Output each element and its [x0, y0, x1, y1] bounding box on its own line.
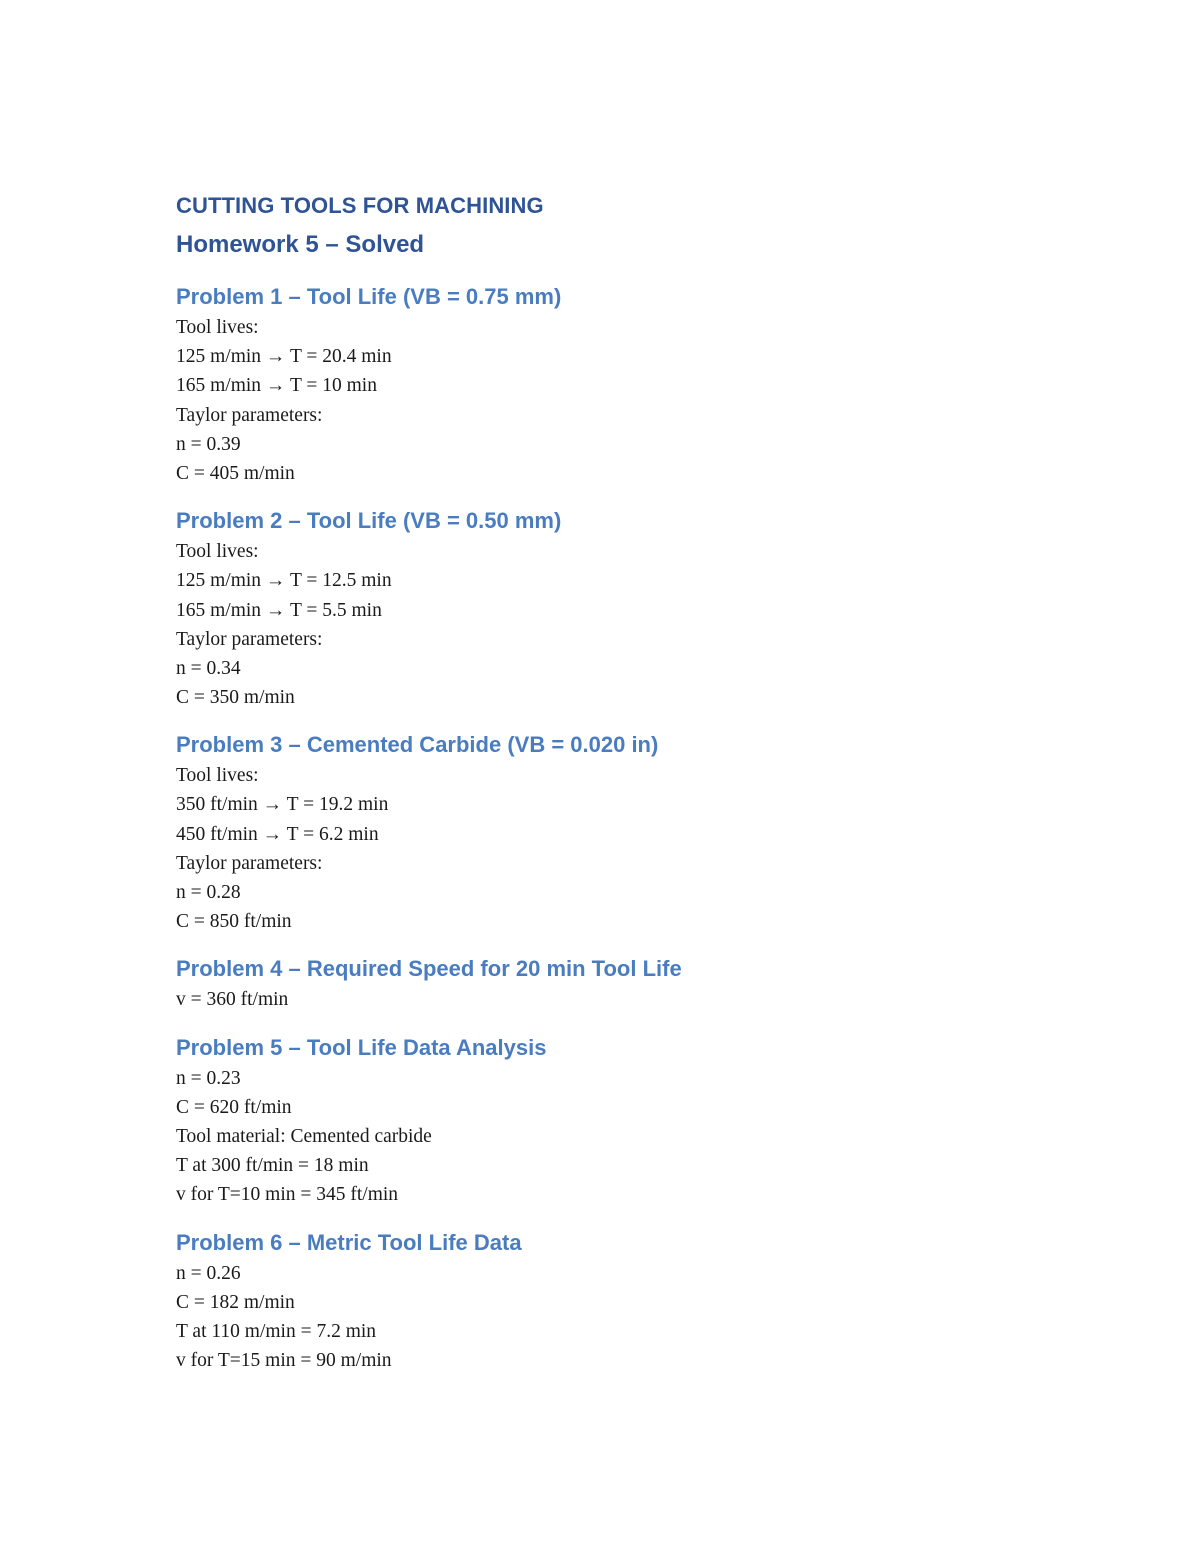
section-line: C = 405 m/min — [176, 462, 295, 484]
problem-section — [176, 953, 1076, 1014]
section-line: Tool lives: — [176, 541, 259, 563]
section-heading: Problem 5 – Tool Life Data Analysis — [176, 1034, 547, 1060]
problem-section — [176, 281, 1076, 488]
document-title: CUTTING TOOLS FOR MACHINING — [176, 193, 544, 218]
section-line: C = 850 ft/min — [176, 911, 292, 933]
section-line: 450 ft/min → T = 6.2 min — [176, 823, 379, 845]
section-line: Tool lives: — [176, 317, 259, 338]
problem-section — [176, 505, 1076, 712]
document-page — [176, 190, 1076, 1375]
section-line: Taylor parameters: — [176, 852, 323, 874]
problem-section — [176, 1032, 1076, 1210]
section-line: T at 300 ft/min = 18 min — [176, 1155, 369, 1177]
section-line: n = 0.23 — [176, 1067, 241, 1089]
section-line: v for T=15 min = 90 m/min — [176, 1350, 392, 1372]
section-heading: Problem 1 – Tool Life (VB = 0.75 mm) — [176, 284, 562, 309]
section-line: 125 m/min → T = 20.4 min — [176, 346, 392, 368]
section-heading: Problem 3 – Cemented Carbide (VB = 0.020 in) — [176, 732, 659, 758]
section-line: 350 ft/min → T = 19.2 min — [176, 794, 389, 816]
section-line: n = 0.26 — [176, 1262, 241, 1284]
section-line: v for T=10 min = 345 ft/min — [176, 1184, 399, 1206]
section-line: C = 620 ft/min — [176, 1096, 292, 1118]
section-line: Tool material: Cemented carbide — [176, 1125, 432, 1147]
section-line: Taylor parameters: — [176, 628, 323, 650]
section-line: T at 110 m/min = 7.2 min — [176, 1320, 377, 1342]
problem-section — [176, 1227, 1076, 1376]
section-heading: Problem 4 – Required Speed for 20 min Tool Life — [176, 956, 682, 982]
section-heading: Problem 6 – Metric Tool Life Data — [176, 1229, 522, 1255]
section-line: C = 350 m/min — [176, 687, 295, 709]
document-subtitle: Homework 5 – Solved — [176, 231, 425, 258]
section-heading: Problem 2 – Tool Life (VB = 0.50 mm) — [176, 508, 562, 534]
problem-section — [176, 729, 1076, 936]
section-line: 125 m/min → T = 12.5 min — [176, 570, 392, 592]
section-line: 165 m/min → T = 5.5 min — [176, 599, 382, 621]
section-line: n = 0.28 — [176, 882, 241, 903]
section-line: 165 m/min → T = 10 min — [176, 375, 377, 397]
section-line: n = 0.34 — [176, 657, 241, 679]
section-line: C = 182 m/min — [176, 1291, 295, 1313]
section-line: Tool lives: — [176, 765, 259, 787]
section-line: v = 360 ft/min — [176, 989, 289, 1011]
section-line: Taylor parameters: — [176, 404, 323, 426]
problem-sections — [176, 281, 1076, 1375]
section-line: n = 0.39 — [176, 433, 241, 455]
